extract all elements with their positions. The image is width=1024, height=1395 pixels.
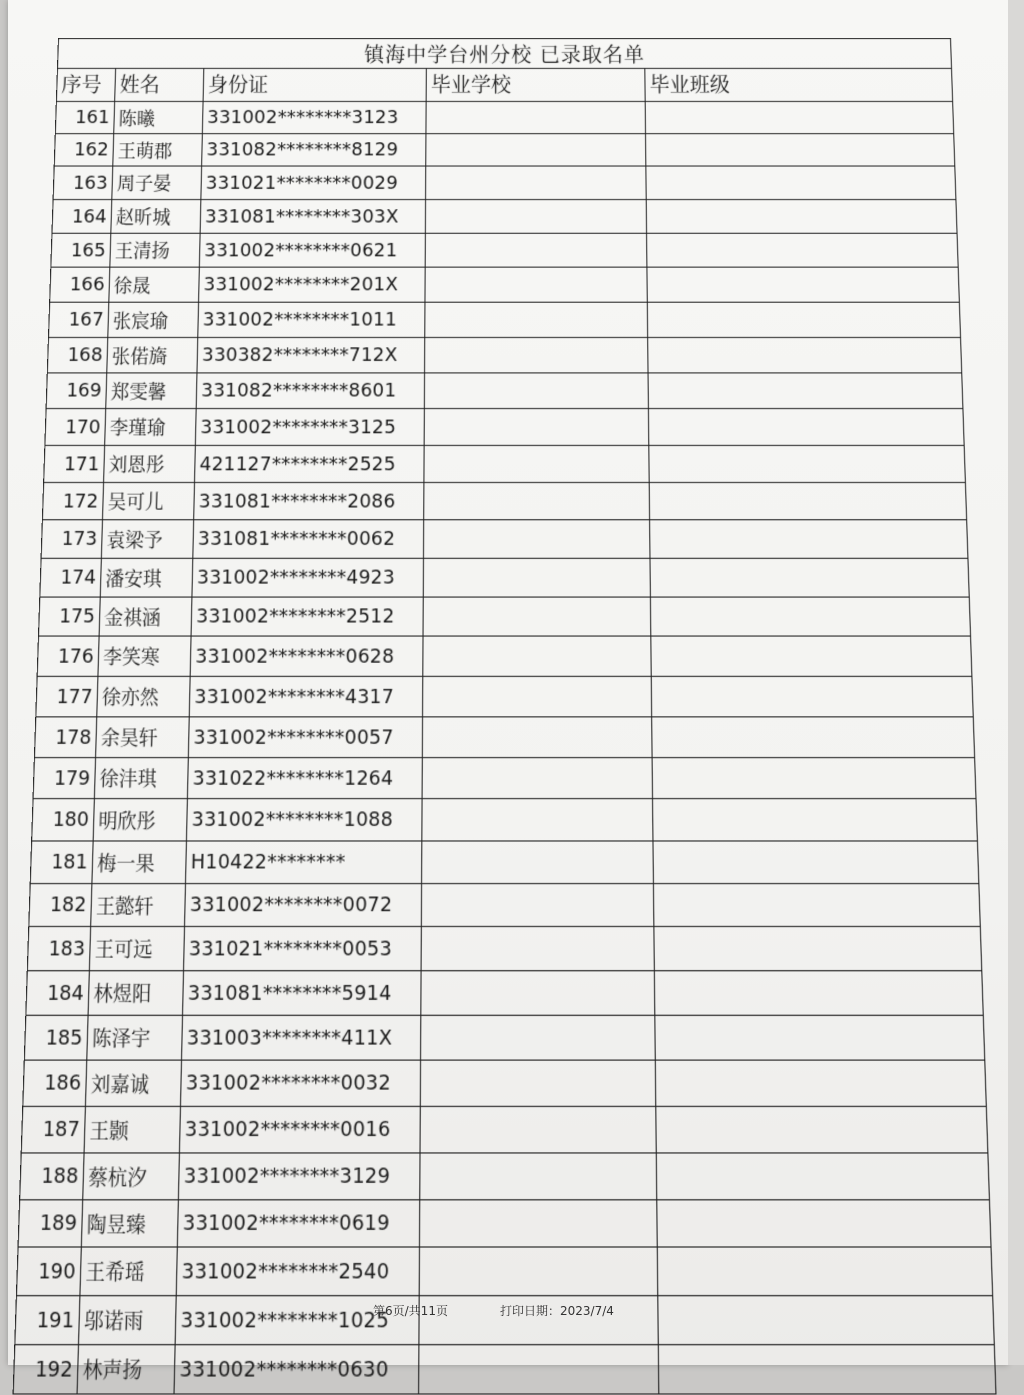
table-row [50, 267, 960, 302]
table-row [29, 884, 981, 927]
row-number: 167 [48, 302, 108, 337]
graduation-school [420, 1060, 655, 1106]
id-number: 331002********0619 [177, 1200, 419, 1247]
graduation-school [420, 1106, 656, 1153]
column-header-class: 毕业班级 [645, 68, 953, 101]
graduation-class [656, 1153, 989, 1200]
graduation-class [645, 101, 954, 133]
id-number: 331002********2512 [191, 597, 423, 636]
row-number: 165 [51, 233, 111, 267]
id-number: 331082********8129 [202, 134, 426, 166]
graduation-school [424, 373, 648, 409]
graduation-class [651, 676, 973, 717]
graduation-class [646, 200, 957, 234]
row-number: 191 [15, 1296, 80, 1345]
graduation-school [419, 1200, 657, 1247]
graduation-school [422, 841, 654, 884]
row-number: 179 [33, 758, 96, 799]
table-row [16, 1247, 992, 1296]
row-number: 166 [50, 267, 110, 302]
header-row [56, 68, 952, 101]
graduation-school [423, 676, 652, 717]
row-number: 192 [13, 1345, 78, 1394]
row-number: 178 [34, 717, 96, 758]
table-row [37, 636, 972, 676]
id-number: 331002********0032 [180, 1060, 420, 1106]
student-name: 袁梁予 [101, 520, 193, 559]
id-number: 331081********2086 [194, 482, 424, 519]
column-header-id: 身份证 [203, 68, 426, 101]
student-name: 潘安琪 [100, 558, 193, 597]
id-number: 421127********2525 [195, 445, 425, 482]
graduation-class [648, 409, 964, 446]
row-number: 172 [42, 482, 103, 519]
row-number: 182 [29, 884, 92, 927]
page-indicator: 第6页/共11页 [373, 1304, 448, 1318]
graduation-school [419, 1345, 659, 1394]
table-row [45, 409, 964, 446]
graduation-school [426, 134, 646, 166]
graduation-class [658, 1296, 995, 1345]
id-number: 331002********0630 [174, 1345, 419, 1394]
table-body [13, 101, 996, 1394]
graduation-school [424, 409, 649, 446]
graduation-class [647, 233, 959, 267]
student-name: 金祺涵 [99, 597, 192, 636]
row-number: 176 [37, 636, 99, 676]
graduation-school [420, 1153, 657, 1200]
table-row [23, 1060, 987, 1106]
student-name: 张宸瑜 [108, 302, 199, 337]
row-number: 170 [45, 409, 106, 446]
student-name: 赵昕城 [111, 200, 201, 234]
graduation-class [653, 884, 980, 927]
graduation-school [425, 200, 646, 234]
table-row [44, 445, 966, 482]
student-name: 明欣彤 [93, 799, 187, 841]
id-number: 331002********0072 [185, 884, 422, 927]
admission-table-wrap [13, 38, 996, 1395]
table-row [48, 302, 960, 337]
graduation-school [421, 926, 654, 970]
graduation-school [425, 302, 648, 337]
student-name: 徐晟 [109, 267, 200, 302]
student-name: 王懿轩 [91, 884, 186, 927]
row-number: 177 [36, 676, 98, 717]
graduation-class [653, 799, 978, 841]
graduation-class [658, 1345, 996, 1394]
student-name: 李笑寒 [98, 636, 191, 676]
id-number: 331002********0016 [179, 1106, 420, 1153]
table-row [20, 1153, 990, 1200]
student-name: 王颢 [84, 1106, 180, 1153]
row-number: 173 [41, 520, 102, 559]
table-row [53, 166, 956, 200]
row-number: 185 [24, 1015, 88, 1060]
table-row [34, 717, 974, 758]
column-header-school: 毕业学校 [426, 68, 645, 101]
graduation-school [425, 233, 647, 267]
graduation-class [649, 482, 967, 519]
row-number: 162 [54, 134, 113, 166]
graduation-school [422, 758, 652, 799]
id-number: 331002********1025 [175, 1296, 419, 1345]
graduation-class [652, 758, 976, 799]
graduation-class [646, 134, 955, 166]
graduation-class [654, 926, 982, 970]
row-number: 175 [38, 597, 100, 636]
id-number: 330382********712X [197, 337, 425, 372]
id-number: 331002********3129 [178, 1153, 420, 1200]
student-name: 徐沣琪 [94, 758, 188, 799]
graduation-school [422, 717, 652, 758]
student-name: 周子晏 [112, 166, 202, 200]
id-number: 331002********2540 [176, 1247, 419, 1296]
table-row [32, 799, 978, 841]
graduation-school [424, 445, 649, 482]
table-row [21, 1106, 988, 1153]
student-name: 刘恩彤 [104, 445, 196, 482]
graduation-school [421, 971, 655, 1016]
graduation-school [426, 101, 646, 133]
graduation-class [656, 1106, 988, 1153]
table-row [54, 134, 955, 166]
row-number: 189 [18, 1200, 83, 1247]
table-row [27, 926, 982, 970]
id-number: 331002********3123 [202, 101, 426, 133]
student-name: 王清扬 [110, 233, 200, 267]
graduation-school [423, 597, 651, 636]
title-row [57, 38, 951, 68]
row-number: 186 [23, 1060, 87, 1106]
table-row [24, 1015, 985, 1060]
row-number: 171 [44, 445, 105, 482]
student-name: 梅一果 [92, 841, 187, 884]
graduation-school [425, 267, 647, 302]
id-number: 331002********0628 [190, 636, 423, 676]
table-row [36, 676, 974, 717]
id-number: 331021********0029 [201, 166, 426, 200]
student-name: 徐亦然 [97, 676, 190, 717]
graduation-class [657, 1200, 991, 1247]
student-name: 蔡杭汐 [83, 1153, 180, 1200]
graduation-class [648, 337, 962, 372]
table-row [33, 758, 976, 799]
student-name: 林声扬 [77, 1345, 175, 1394]
table-row [41, 520, 968, 559]
id-number: 331081********5914 [183, 971, 422, 1016]
row-number: 190 [16, 1247, 81, 1296]
id-number: 331002********3125 [195, 409, 424, 446]
row-number: 164 [52, 200, 112, 234]
id-number: 331002********4923 [192, 558, 424, 597]
row-number: 188 [20, 1153, 84, 1200]
row-number: 174 [40, 558, 102, 597]
id-number: 331021********0053 [184, 926, 422, 970]
id-number: H10422******** [185, 841, 421, 884]
student-name: 王萌郡 [113, 134, 203, 166]
graduation-school [419, 1247, 658, 1296]
table-row [51, 233, 958, 267]
graduation-class [657, 1247, 992, 1296]
graduation-class [651, 636, 972, 676]
id-number: 331002********1011 [198, 302, 425, 337]
student-name: 陈泽宇 [87, 1015, 183, 1060]
graduation-class [655, 1015, 985, 1060]
graduation-school [421, 884, 654, 927]
document-title: 镇海中学台州分校 已录取名单 [57, 38, 951, 68]
row-number: 161 [55, 101, 114, 133]
row-number: 181 [30, 841, 93, 884]
admission-table [13, 38, 997, 1395]
row-number: 187 [21, 1106, 85, 1153]
id-number: 331081********0062 [193, 520, 424, 559]
graduation-class [653, 841, 979, 884]
student-name: 王希瑶 [80, 1247, 177, 1296]
id-number: 331002********4317 [189, 676, 423, 717]
table-row [42, 482, 966, 519]
student-name: 郑雯馨 [106, 373, 197, 409]
graduation-class [647, 302, 960, 337]
row-number: 168 [47, 337, 107, 372]
print-date: 打印日期：2023/7/4 [500, 1304, 614, 1318]
row-number: 183 [27, 926, 90, 970]
row-number: 180 [32, 799, 95, 841]
student-name: 王可远 [89, 926, 184, 970]
table-row [30, 841, 979, 884]
table-row [40, 558, 970, 597]
column-header-name: 姓名 [115, 68, 204, 101]
background-surface [1008, 0, 1024, 1365]
table-row [52, 200, 957, 234]
student-name: 刘嘉诚 [85, 1060, 181, 1106]
graduation-school [425, 337, 648, 372]
id-number: 331002********201X [199, 267, 426, 302]
row-number: 184 [26, 971, 90, 1016]
id-number: 331003********411X [182, 1015, 421, 1060]
row-number: 163 [53, 166, 113, 200]
table-row [55, 101, 953, 133]
graduation-class [654, 971, 983, 1016]
student-name: 余昊轩 [96, 717, 190, 758]
table-row [13, 1345, 996, 1394]
graduation-school [423, 558, 650, 597]
graduation-school [423, 520, 650, 559]
student-name: 李瑾瑜 [105, 409, 197, 446]
id-number: 331022********1264 [187, 758, 422, 799]
student-name: 林煜阳 [88, 971, 183, 1016]
id-number: 331002********0057 [188, 717, 422, 758]
graduation-class [649, 445, 966, 482]
graduation-school [423, 636, 651, 676]
id-number: 331081********303X [200, 200, 425, 234]
graduation-class [650, 520, 968, 559]
graduation-school [424, 482, 650, 519]
graduation-class [655, 1060, 986, 1106]
student-name: 陈曦 [114, 101, 203, 133]
id-number: 331082********8601 [196, 373, 424, 409]
graduation-class [647, 267, 960, 302]
table-row [46, 373, 963, 409]
graduation-class [652, 717, 975, 758]
row-number: 169 [46, 373, 107, 409]
table-row [47, 337, 961, 372]
student-name: 吴可儿 [102, 482, 194, 519]
graduation-school [421, 1015, 656, 1060]
column-header-number: 序号 [56, 68, 115, 101]
paper-sheet [8, 0, 1008, 1384]
graduation-class [648, 373, 963, 409]
graduation-class [650, 558, 969, 597]
id-number: 331002********1088 [186, 799, 422, 841]
table-row [26, 971, 984, 1016]
student-name: 陶昱臻 [81, 1200, 178, 1247]
id-number: 331002********0621 [199, 233, 425, 267]
graduation-school [422, 799, 653, 841]
table-row [18, 1200, 991, 1247]
graduation-class [646, 166, 956, 200]
graduation-class [650, 597, 970, 636]
table-row [38, 597, 970, 636]
graduation-school [426, 166, 647, 200]
student-name: 张偌旖 [107, 337, 198, 372]
student-name: 邬诺雨 [78, 1296, 176, 1345]
